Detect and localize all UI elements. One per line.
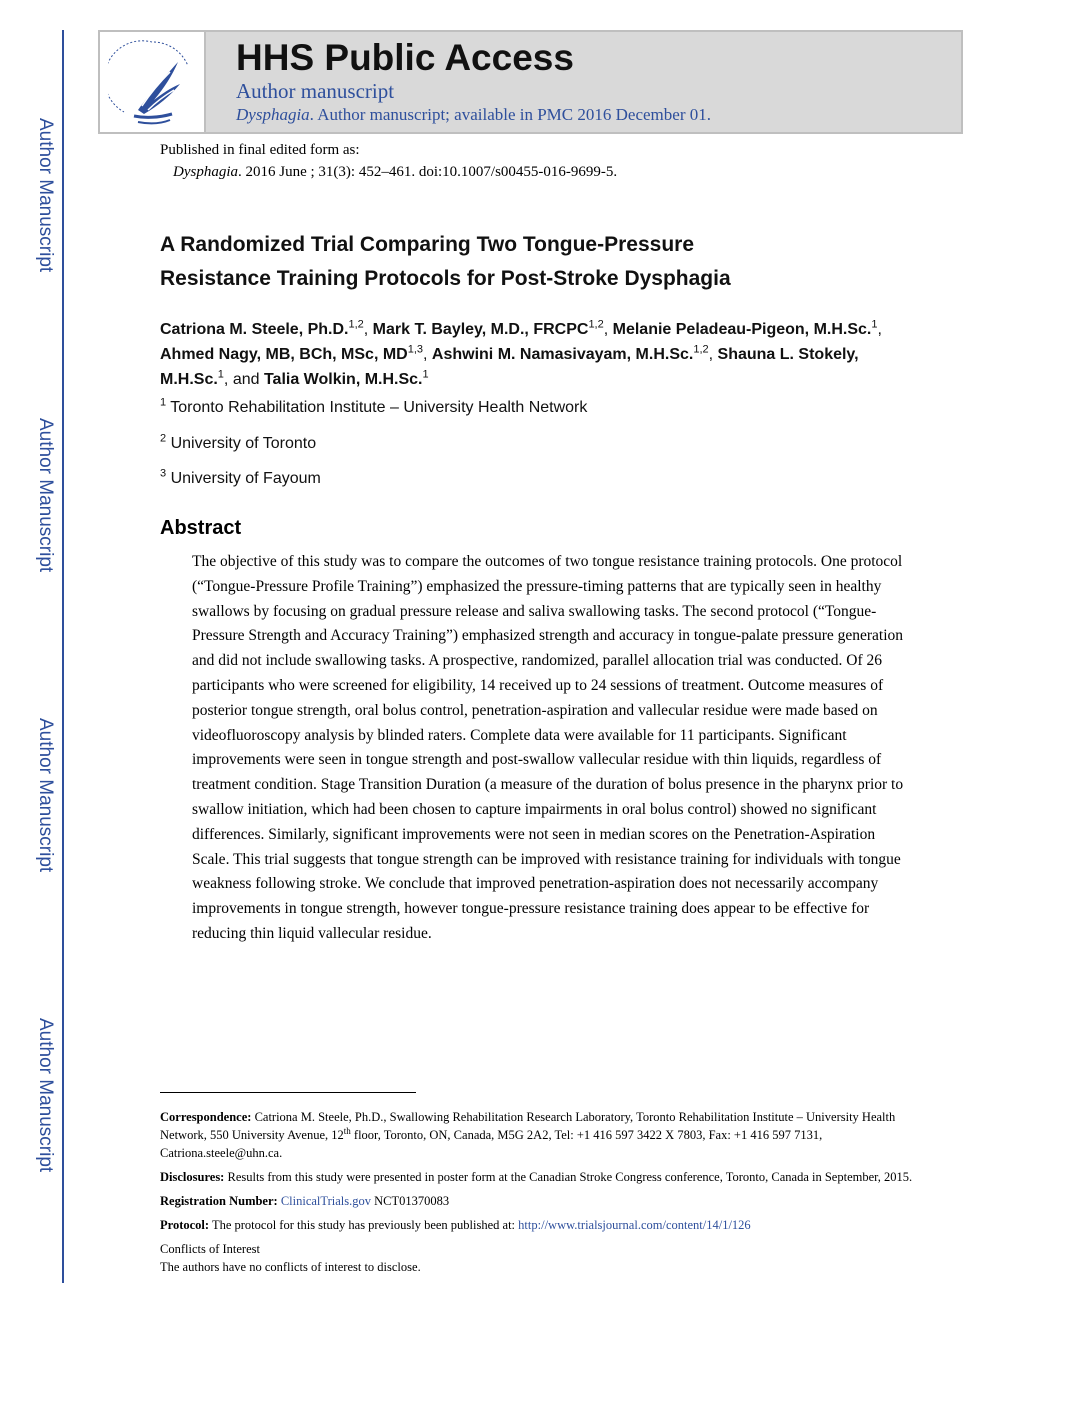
disclosures-note: Disclosures: Results from this study were presented in poster form at the Canadian Stroke Congress conference, Toronto, Canada in September, 2015. — [160, 1170, 913, 1184]
affiliation: $^1$ Toronto Rehabilitation Institute – University Health Network — [160, 396, 588, 416]
hhs-header — [98, 30, 963, 134]
author: Shauna L. Stokely, M.H.Sc.$^1$ — [160, 346, 859, 388]
side-label-author-manuscript: Author Manuscript — [35, 718, 56, 873]
correspondence-note: Correspondence: Catriona M. Steele, Ph.D., Swallowing Rehabilitation Research Laboratory, Toronto Rehabilitation Institute – University Health Network, 550 University Avenue, 12th floor, Toronto, ON, Canada, M5G 2A2, Tel: +1 416 597 3422 X 7803, Fax: +1 416 597 7131, Catriona.steele@uhn.ca. — [160, 1110, 896, 1160]
conflicts-note — [160, 1240, 920, 1276]
side-rule — [62, 30, 64, 1283]
author-list: Catriona M. Steele, Ph.D.$^{1,2}$, Mark T. Bayley, M.D., FRCPC$^{1,2}$, Melanie Peladeau-Pigeon, M.H.Sc.$^1$, Ahmed Nagy, MB, BCh, MSc, MD$^{1,3}$, Ashwini M. Namasivayam, M.H.Sc.$^{1,2}$, Shauna L. Stokely, M.H.Sc.$^1$, and Talia Wolkin, M.H.Sc.$^1$ — [160, 318, 882, 388]
author: Talia Wolkin, M.H.Sc.$^1$ — [263, 368, 429, 388]
citation-journal: Dysphagia — [173, 164, 238, 180]
side-label-author-manuscript: Author Manuscript — [35, 118, 56, 273]
author: Catriona M. Steele, Ph.D.$^{1,2}$ — [160, 318, 364, 338]
article-title-line: Resistance Training Protocols for Post-Stroke Dysphagia — [160, 267, 731, 290]
published-label: Published in final edited form as: — [160, 142, 360, 158]
hhs-logo — [100, 32, 206, 132]
protocol-note: Protocol: The protocol for this study has previously been published at: http://www.trialsjournal.com/content/14/1/126 — [160, 1218, 751, 1232]
availability-text: . Author manuscript; available in PMC 2016 December 01. — [309, 105, 711, 124]
abstract-heading: Abstract — [160, 517, 242, 539]
hhs-eagle-logo-icon — [108, 36, 196, 128]
clinicaltrials-link[interactable]: ClinicalTrials.gov — [280, 1194, 371, 1208]
journal-name: Dysphagia — [236, 105, 310, 124]
author: Ahmed Nagy, MB, BCh, MSc, MD$^{1,3}$ — [160, 343, 424, 363]
conflicts-text: The authors have no conflicts of interest to disclose. — [160, 1260, 421, 1274]
hhs-public-access-title: HHS Public Access — [236, 37, 574, 78]
author: Melanie Peladeau-Pigeon, M.H.Sc.$^1$ — [612, 318, 878, 338]
abstract-text: The objective of this study was to compare the outcomes of two tongue resistance training protocols. One protocol (“Tongue-Pressure Profile Training”) emphasized the pressure-timing patterns that are typically seen in healthy swallows by focusing on gradual pressure release and saliva swallowing tasks. The second protocol (“Tongue-Pressure Strength and Accuracy Training”) emphasized strength and accuracy in tongue-palate pressure generation and did not include swallowing tasks. A prospective, randomized, parallel allocation trial was conducted. Of 26 participants who were screened for eligibility, 14 received up to 24 sessions of treatment. Outcome measures of posterior tongue strength, oral bolus control, penetration-aspiration and vallecular residue were made based on videofluoroscopy analysis by blinded raters. Complete data were available for 11 participants. Significant improvements were seen in tongue strength and post-swallow vallecular residue with thin liquids, regardless of treatment condition. Stage Transition Duration (a measure of the duration of bolus presence in the pharynx prior to swallow initiation, which had been chosen to capture impairments in oral bolus control) showed no significant differences. Similarly, significant improvements were not seen in median scores on the Penetration-Aspiration Scale. This trial suggests that tongue strength can be improved with resistance training for individuals with tongue weakness following stroke. We conclude that improved penetration-aspiration does not necessarily accompany improvements in tongue strength, however tongue-pressure resistance training does appear to be effective for reducing thin liquid vallecular residue. — [192, 553, 904, 942]
affiliation: $^3$ University of Fayoum — [160, 467, 321, 487]
conflicts-heading: Conflicts of Interest — [160, 1242, 260, 1256]
citation — [160, 161, 617, 183]
footnotes — [160, 1108, 920, 1276]
availability-line — [236, 104, 711, 126]
publication-info — [160, 139, 617, 183]
article-title-line: A Randomized Trial Comparing Two Tongue-Pressure — [160, 233, 695, 256]
affiliation: $^2$ University of Toronto — [160, 432, 317, 452]
author: Ashwini M. Namasivayam, M.H.Sc.$^{1,2}$ — [431, 343, 709, 363]
author-manuscript-subtitle: Author manuscript — [236, 79, 395, 103]
footnote-divider — [160, 1092, 416, 1093]
citation-details: . 2016 June ; 31(3): 452–461. doi:10.1007/s00455-016-9699-5. — [238, 164, 618, 180]
article-title — [160, 228, 920, 296]
protocol-link[interactable]: http://www.trialsjournal.com/content/14/1/126 — [518, 1218, 751, 1232]
author: Mark T. Bayley, M.D., FRCPC$^{1,2}$ — [372, 318, 604, 338]
side-label-author-manuscript: Author Manuscript — [35, 1018, 56, 1173]
side-label-author-manuscript: Author Manuscript — [35, 418, 56, 573]
registration-note: Registration Number: ClinicalTrials.gov NCT01370083 — [160, 1194, 450, 1208]
